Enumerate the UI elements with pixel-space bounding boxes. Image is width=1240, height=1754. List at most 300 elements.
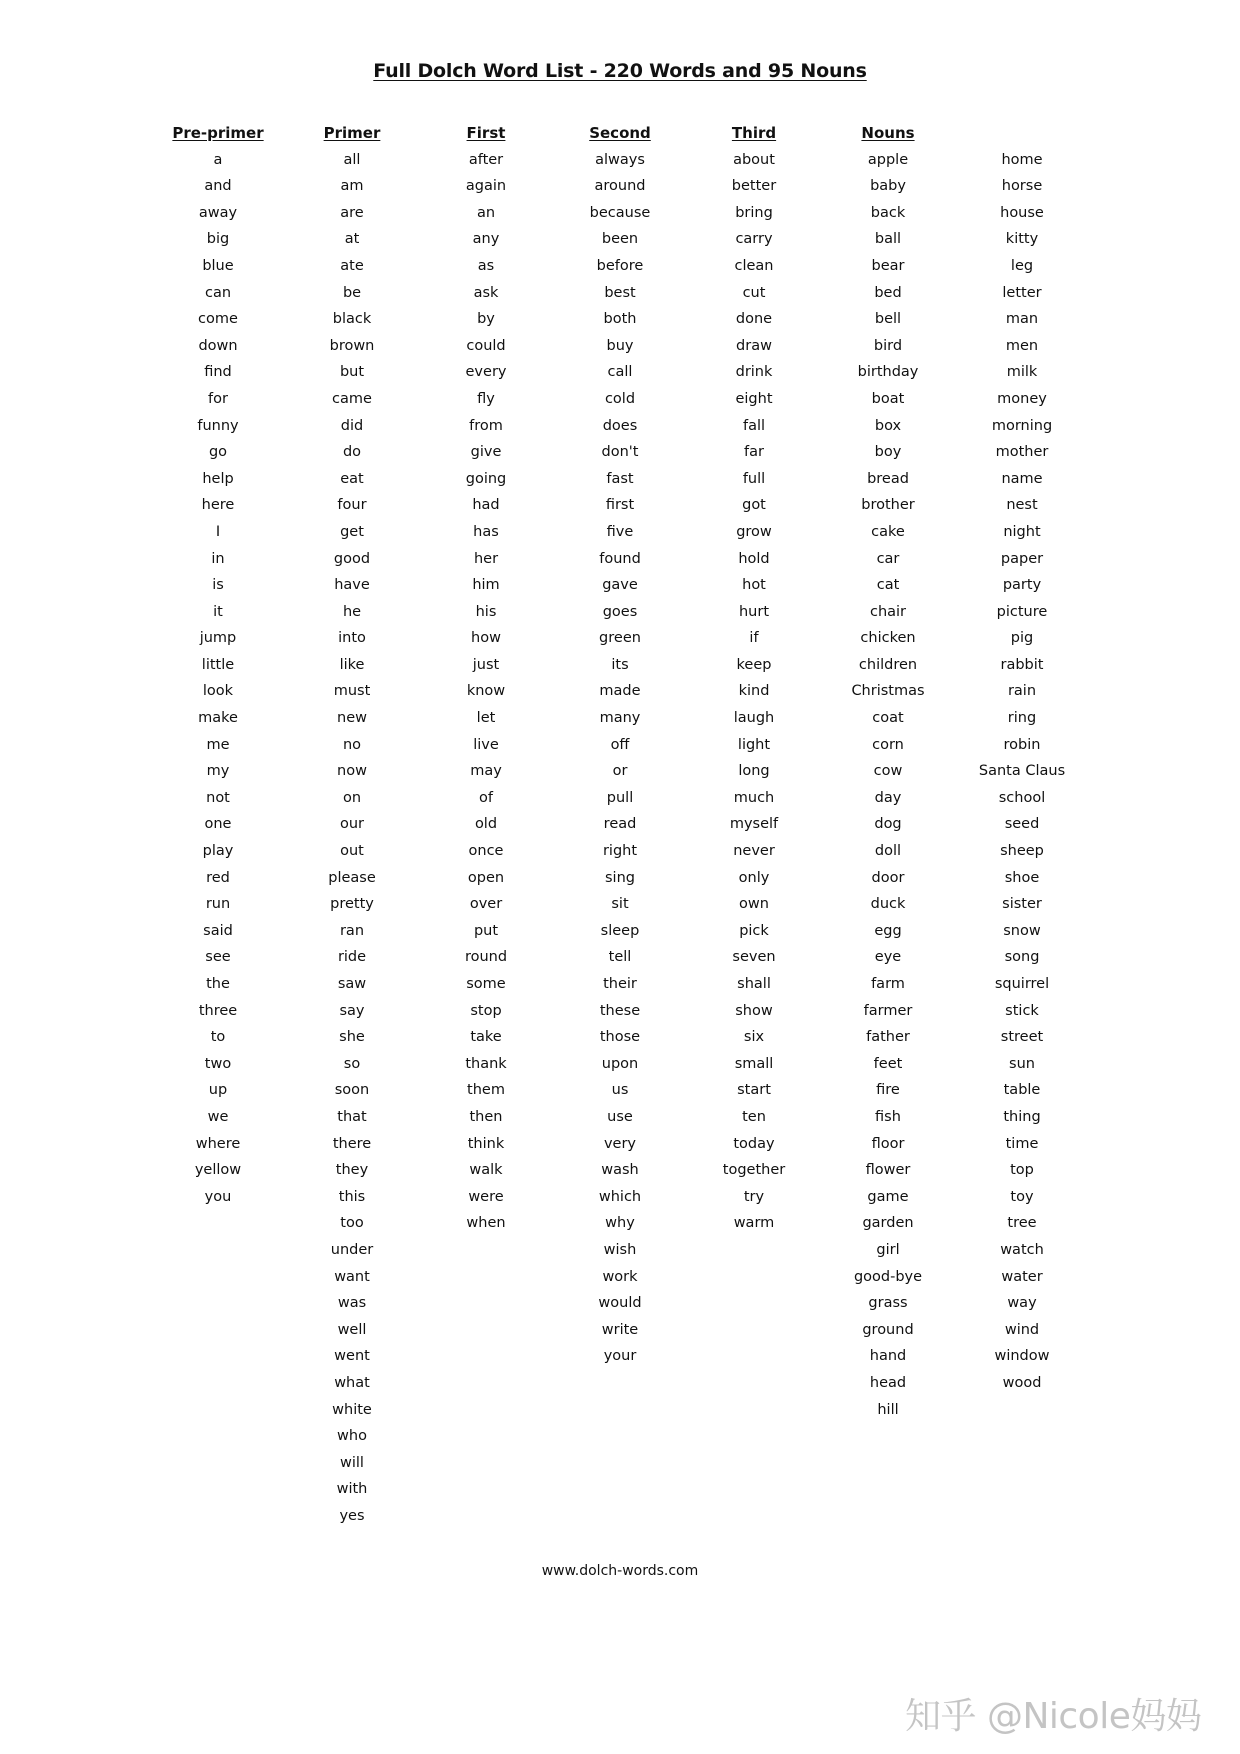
word-item: soon (334, 1082, 370, 1099)
word-item: buy (606, 337, 634, 354)
column-heading: Second (589, 124, 651, 142)
word-item: will (340, 1454, 364, 1471)
column-second (555, 120, 685, 1370)
word-item: with (336, 1481, 368, 1498)
word-item: fast (606, 470, 634, 487)
word-item: back (870, 204, 906, 221)
word-item: bear (871, 257, 905, 274)
word-item: me (206, 736, 230, 753)
word-item: draw (736, 337, 772, 354)
word-item: these (599, 1002, 641, 1019)
word-item: show (735, 1002, 773, 1019)
word-item: eight (735, 390, 773, 407)
word-item: box (874, 417, 902, 434)
word-item: thank (465, 1055, 507, 1072)
word-item: old (474, 816, 498, 833)
word-item: much (733, 789, 775, 806)
word-item: light (737, 736, 771, 753)
word-item: of (479, 789, 493, 806)
word-item: white (332, 1401, 372, 1418)
word-item: is (212, 577, 224, 594)
word-item: doll (874, 843, 902, 860)
word-item: cat (876, 577, 900, 594)
word-item: way (1007, 1295, 1037, 1312)
word-item: sheep (1000, 843, 1044, 860)
word-item: both (603, 311, 637, 328)
word-item: don't (601, 444, 639, 461)
word-item: kitty (1005, 231, 1039, 248)
word-item: my (206, 763, 230, 780)
word-item: always (595, 151, 645, 168)
word-item: said (203, 922, 233, 939)
word-item: chair (869, 603, 907, 620)
word-item: well (337, 1321, 367, 1338)
word-item: no (342, 736, 362, 753)
word-item: night (1003, 523, 1041, 540)
word-item: hand (869, 1348, 907, 1365)
word-item: house (1000, 204, 1044, 221)
word-item: play (202, 843, 234, 860)
word-item: paper (1000, 550, 1044, 567)
word-item: new (337, 710, 367, 727)
word-item: wash (601, 1162, 639, 1179)
column-first (421, 120, 551, 1237)
word-item: name (1001, 470, 1043, 487)
word-item: horse (1001, 178, 1043, 195)
word-item: fish (875, 1108, 901, 1125)
word-item: use (607, 1108, 633, 1125)
word-item: apple (867, 151, 909, 168)
word-item: stick (1005, 1002, 1039, 1019)
word-item: tree (1007, 1215, 1037, 1232)
word-item: egg (874, 922, 902, 939)
word-item: like (339, 656, 365, 673)
word-item: man (1005, 311, 1039, 328)
word-item: let (476, 710, 496, 727)
word-item: stop (470, 1002, 502, 1019)
word-item: party (1002, 577, 1042, 594)
word-item: work (602, 1268, 638, 1285)
word-item: made (599, 683, 641, 700)
word-item: run (205, 896, 231, 913)
word-item: want (334, 1268, 370, 1285)
word-item: in (211, 550, 225, 567)
word-item: flower (865, 1162, 911, 1179)
word-item: over (469, 896, 503, 913)
word-item: full (742, 470, 766, 487)
word-item: carry (735, 231, 773, 248)
word-item: hill (877, 1401, 899, 1418)
word-item: morning (991, 417, 1053, 434)
word-item: red (206, 869, 230, 886)
word-item: many (599, 710, 641, 727)
word-item: two (204, 1055, 232, 1072)
word-item: if (749, 630, 759, 647)
word-item: to (210, 1029, 226, 1046)
word-item: at (344, 231, 360, 248)
word-item: because (589, 204, 651, 221)
word-item: find (204, 364, 232, 381)
word-item: put (473, 922, 499, 939)
word-item: baby (870, 178, 906, 195)
word-item: a (213, 151, 223, 168)
word-item: call (607, 364, 633, 381)
word-item: sun (1009, 1055, 1035, 1072)
word-item: their (603, 976, 637, 992)
word-item: bed (874, 284, 902, 301)
word-item: on (342, 789, 362, 806)
word-item: sleep (600, 922, 640, 939)
word-item: as (477, 257, 495, 274)
word-item: only (738, 869, 770, 886)
word-item: you (204, 1188, 232, 1205)
word-item: hurt (738, 603, 770, 620)
word-item: too (340, 1215, 364, 1232)
word-item: robin (1003, 736, 1041, 753)
word-item: duck (870, 896, 906, 913)
word-item: go (208, 444, 228, 461)
word-item: table (1003, 1082, 1041, 1099)
word-item: see (205, 949, 231, 966)
word-item: found (599, 550, 641, 567)
word-item: feet (873, 1055, 903, 1072)
word-item: here (201, 497, 235, 514)
word-item: read (603, 816, 637, 833)
word-item: picture (996, 603, 1048, 620)
word-item: goes (602, 603, 638, 620)
word-item: so (343, 1055, 361, 1072)
word-item: street (1000, 1029, 1044, 1046)
word-item: rabbit (1000, 656, 1044, 673)
word-item: about (733, 151, 775, 168)
word-item: was (337, 1295, 367, 1312)
word-item: your (603, 1348, 637, 1365)
word-item: best (604, 284, 636, 301)
word-item: pull (606, 789, 634, 806)
word-item: every (465, 364, 507, 381)
word-item: yellow (194, 1162, 242, 1179)
column-heading: Third (731, 124, 777, 142)
word-item: give (470, 444, 502, 461)
word-item: chicken (860, 630, 916, 647)
word-item: which (598, 1188, 642, 1205)
word-item: any (472, 231, 500, 248)
page-title: Full Dolch Word List - 220 Words and 95 Nouns (373, 60, 867, 82)
word-item: or (612, 763, 628, 780)
word-list (957, 147, 1087, 1397)
word-item: has (473, 523, 499, 540)
word-item: fly (477, 390, 495, 407)
word-item: help (202, 470, 234, 487)
word-item: warm (733, 1215, 775, 1232)
word-item: time (1005, 1135, 1039, 1152)
word-item: good (333, 550, 371, 567)
word-item: when (466, 1215, 506, 1232)
word-item: farmer (863, 1002, 913, 1019)
column-heading: Primer (323, 124, 381, 142)
word-item: them (467, 1082, 505, 1099)
word-item: myself (729, 816, 779, 833)
word-item: think (467, 1135, 505, 1152)
word-item: some (466, 976, 506, 992)
word-item: three (198, 1002, 238, 1019)
column-heading: Nouns (861, 124, 915, 142)
word-item: floor (871, 1135, 905, 1152)
word-item: garden (862, 1215, 914, 1232)
word-item: laugh (733, 710, 775, 727)
word-item: boat (871, 390, 905, 407)
word-item: blue (202, 257, 234, 274)
word-list (153, 147, 283, 1211)
word-item: sing (605, 869, 635, 886)
word-item: song (1004, 949, 1040, 966)
word-item: bread (867, 470, 909, 487)
word-item: money (997, 390, 1047, 407)
word-item: under (330, 1241, 374, 1258)
word-item: all (343, 151, 361, 168)
word-item: went (334, 1348, 370, 1365)
word-item: how (471, 630, 501, 647)
word-item: she (339, 1029, 365, 1046)
word-item: were (468, 1188, 504, 1205)
word-item: be (342, 284, 362, 301)
word-item: am (340, 178, 364, 195)
word-item: are (340, 204, 364, 221)
word-item: top (1010, 1162, 1034, 1179)
word-item: get (340, 523, 364, 540)
word-item: I (215, 523, 221, 540)
word-item: saw (337, 976, 367, 992)
word-list (823, 147, 953, 1424)
word-item: door (871, 869, 905, 886)
word-item: bird (873, 337, 903, 354)
word-item: together (722, 1162, 786, 1179)
word-item: squirrel (994, 976, 1050, 992)
word-item: once (468, 843, 504, 860)
word-columns (0, 120, 1240, 1524)
word-list (689, 147, 819, 1237)
word-item: wind (1004, 1321, 1040, 1338)
word-item: just (472, 656, 500, 673)
word-item: away (198, 204, 238, 221)
word-item: car (876, 550, 900, 567)
word-item: after (468, 151, 504, 168)
word-item: but (339, 364, 365, 381)
word-item: ring (1007, 710, 1037, 727)
word-item: game (867, 1188, 909, 1205)
word-item: seed (1004, 816, 1040, 833)
word-item: now (337, 763, 367, 780)
word-item: going (465, 470, 507, 487)
word-item: came (332, 390, 372, 407)
word-item: funny (197, 417, 239, 434)
word-item: one (204, 816, 232, 833)
word-item: big (206, 231, 230, 248)
word-item: little (201, 656, 235, 673)
word-item: do (342, 444, 362, 461)
word-item: walk (469, 1162, 503, 1179)
word-item: and (204, 178, 232, 195)
word-item: cut (742, 284, 766, 301)
word-item: start (737, 1082, 771, 1099)
word-item: try (743, 1188, 765, 1205)
word-item: cake (871, 523, 905, 540)
word-item: fire (876, 1082, 900, 1099)
word-item: day (874, 789, 902, 806)
word-item: first (605, 497, 635, 514)
word-item: own (739, 896, 769, 913)
word-item: shoe (1004, 869, 1040, 886)
word-item: into (338, 630, 366, 647)
word-item: would (598, 1295, 642, 1312)
word-item: school (998, 789, 1046, 806)
word-item: her (473, 550, 499, 567)
word-item: pick (739, 922, 769, 939)
word-item: better (731, 178, 777, 195)
word-item: our (339, 816, 365, 833)
word-item: thing (1003, 1108, 1041, 1125)
word-item: out (340, 843, 364, 860)
word-item: hold (738, 550, 770, 567)
word-item: snow (1003, 922, 1041, 939)
word-item: before (596, 257, 644, 274)
word-item: Santa Claus (978, 763, 1066, 780)
word-item: gave (602, 577, 638, 594)
word-item: must (333, 683, 371, 700)
word-item: today (733, 1135, 775, 1152)
word-item: the (206, 976, 230, 992)
word-item: ask (473, 284, 499, 301)
word-item: did (340, 417, 364, 434)
word-item: eat (340, 470, 364, 487)
column-heading: First (466, 124, 506, 142)
word-item: bring (735, 204, 773, 221)
word-item: five (606, 523, 634, 540)
word-item: leg (1010, 257, 1034, 274)
word-item: from (469, 417, 503, 434)
word-item: good-bye (853, 1268, 923, 1285)
word-item: corn (872, 736, 904, 753)
word-item: six (743, 1029, 765, 1046)
word-item: his (475, 603, 497, 620)
word-item: ran (339, 922, 365, 939)
word-item: very (603, 1135, 637, 1152)
word-item: cold (604, 390, 636, 407)
word-item: long (738, 763, 770, 780)
word-item: clean (734, 257, 774, 274)
word-item: this (338, 1188, 366, 1205)
word-item: hot (742, 577, 766, 594)
word-item: by (477, 311, 495, 328)
word-item: grow (736, 523, 772, 540)
word-item: tell (608, 949, 632, 966)
word-item: small (734, 1055, 774, 1072)
word-item: cow (873, 763, 903, 780)
word-item: fall (742, 417, 766, 434)
word-item: an (476, 204, 496, 221)
word-item: look (202, 683, 234, 700)
footer-url: www.dolch-words.com (541, 1563, 699, 1579)
word-item: drink (735, 364, 773, 381)
word-item: yes (339, 1507, 365, 1524)
word-item: off (610, 736, 630, 753)
word-item: brown (329, 337, 375, 354)
word-item: up (208, 1082, 228, 1099)
word-item: toy (1010, 1188, 1034, 1205)
word-item: they (335, 1162, 369, 1179)
word-item: ride (337, 949, 367, 966)
word-item: green (599, 630, 641, 647)
word-item: upon (601, 1055, 639, 1072)
word-item: please (328, 869, 376, 886)
word-item: been (601, 231, 639, 248)
word-item: could (466, 337, 506, 354)
word-item: eye (874, 949, 902, 966)
word-item: got (742, 497, 766, 514)
word-item: may (470, 763, 502, 780)
word-item: live (473, 736, 499, 753)
column-heading (957, 120, 1087, 147)
word-item: father (866, 1029, 910, 1046)
word-item: letter (1002, 284, 1042, 301)
word-item: ate (340, 257, 364, 274)
word-item: know (466, 683, 506, 700)
word-item: men (1005, 337, 1039, 354)
word-item: milk (1006, 364, 1038, 381)
word-item: children (858, 656, 918, 673)
word-item: keep (736, 656, 772, 673)
word-item: home (1001, 151, 1043, 168)
word-item: wood (1002, 1374, 1042, 1391)
word-item: four (337, 497, 367, 514)
word-item: watch (1000, 1241, 1044, 1258)
word-item: have (334, 577, 370, 594)
word-item: again (465, 178, 507, 195)
word-item: black (332, 311, 372, 328)
word-item: nest (1006, 497, 1038, 514)
word-item: say (339, 1002, 365, 1019)
column-primer (287, 120, 417, 1529)
word-item: had (472, 497, 500, 514)
word-item: sister (1002, 896, 1042, 913)
word-item: shall (737, 976, 771, 992)
watermark: 知乎 @Nicole妈妈 (905, 1696, 1202, 1737)
word-item: girl (876, 1241, 900, 1258)
word-item: rain (1007, 683, 1037, 700)
word-item: mother (995, 444, 1049, 461)
word-item: there (332, 1135, 372, 1152)
word-list (421, 147, 551, 1237)
word-item: done (735, 311, 773, 328)
word-item: ball (874, 231, 902, 248)
word-item: does (602, 417, 638, 434)
word-item: he (342, 603, 362, 620)
word-item: dog (874, 816, 902, 833)
word-item: where (195, 1135, 241, 1152)
column-heading: Pre-primer (172, 124, 264, 142)
word-item: for (208, 390, 228, 407)
word-item: what (334, 1374, 370, 1391)
word-item: those (599, 1029, 641, 1046)
word-item: pretty (330, 896, 374, 913)
word-item: open (467, 869, 505, 886)
word-item: make (198, 710, 238, 727)
word-item: window (994, 1348, 1050, 1365)
word-item: write (601, 1321, 639, 1338)
word-item: bell (874, 311, 902, 328)
word-item: seven (732, 949, 776, 966)
word-item: pig (1010, 630, 1034, 647)
